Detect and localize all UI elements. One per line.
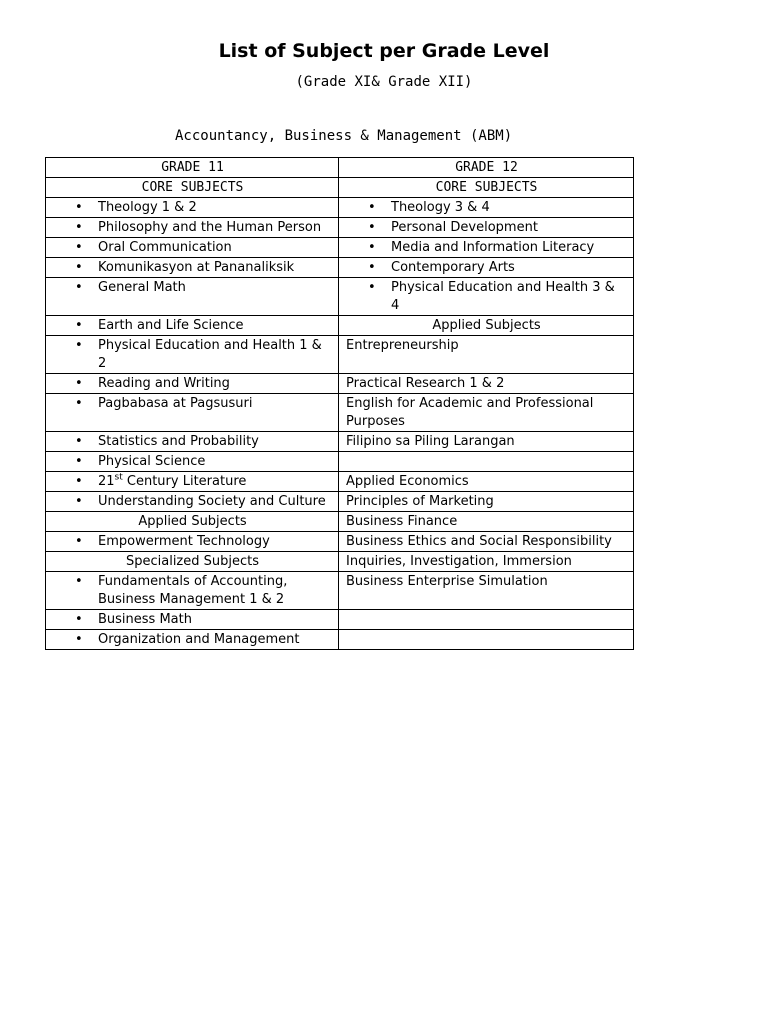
subject-item: [98, 473, 332, 491]
table-cell: [46, 336, 339, 374]
table-row: [46, 630, 634, 650]
table-cell: [46, 316, 339, 336]
subject-item: Oral Communication: [98, 240, 232, 255]
subject-item: Inquiries, Investigation, Immersion: [339, 552, 634, 572]
grade11-specialized-header: Specialized Subjects: [46, 552, 339, 572]
bullet-icon: •: [75, 220, 83, 235]
bullet-icon: •: [75, 260, 83, 275]
subject-item: Understanding Society and Culture: [98, 494, 326, 509]
subject-item: Practical Research 1 & 2: [339, 374, 634, 394]
subject-item: Komunikasyon at Pananaliksik: [98, 260, 295, 275]
grade12-core-header: CORE SUBJECTS: [339, 178, 634, 198]
subject-item: Personal Development: [391, 220, 538, 235]
table-cell: [46, 572, 339, 610]
subject-item: Filipino sa Piling Larangan: [339, 432, 634, 452]
table-cell: [46, 472, 339, 492]
subject-item: Business Finance: [339, 512, 634, 532]
page-title: List of Subject per Grade Level: [218, 40, 550, 62]
ordinal-suffix: st: [114, 472, 123, 483]
subject-item: Statistics and Probability: [98, 434, 259, 449]
table-cell: [339, 278, 634, 316]
bullet-icon: •: [368, 200, 376, 215]
grade12-applied-header: Applied Subjects: [339, 316, 634, 336]
table-cell: [46, 278, 339, 316]
table-cell: [46, 238, 339, 258]
subjects-table: [45, 157, 634, 650]
table-row: [46, 394, 634, 432]
table-row: [46, 258, 634, 278]
table-row: [46, 336, 634, 374]
grade12-header: GRADE 12: [339, 158, 634, 178]
table-cell: [339, 238, 634, 258]
table-row: [46, 316, 634, 336]
table-cell: [46, 394, 339, 432]
subject-item: Media and Information Literacy: [391, 240, 595, 255]
subject-item: English for Academic and Professional Purposes: [339, 394, 634, 432]
bullet-icon: •: [75, 534, 83, 549]
table-cell: [46, 452, 339, 472]
subject-item: Earth and Life Science: [98, 318, 244, 333]
bullet-icon: •: [75, 396, 83, 411]
subject-item: Pagbabasa at Pagsusuri: [98, 396, 253, 411]
bullet-icon: •: [75, 474, 83, 489]
table-cell: [46, 492, 339, 512]
bullet-icon: •: [75, 376, 83, 391]
subject-item: Principles of Marketing: [339, 492, 634, 512]
table-row: [46, 374, 634, 394]
table-row: [46, 198, 634, 218]
subject-item: Physical Education and Health 1 & 2: [98, 338, 322, 371]
table-row: [46, 278, 634, 316]
table-row: [46, 532, 634, 552]
table-row: [46, 512, 634, 532]
table-cell: [46, 432, 339, 452]
subject-item: Applied Economics: [339, 472, 634, 492]
table-cell: [46, 630, 339, 650]
table-row: [46, 238, 634, 258]
table-cell: [46, 218, 339, 238]
bullet-icon: •: [75, 240, 83, 255]
subject-item: Reading and Writing: [98, 376, 230, 391]
bullet-icon: •: [75, 434, 83, 449]
empty-cell: [339, 610, 634, 630]
table-row: [46, 472, 634, 492]
subject-item: Theology 1 & 2: [98, 200, 197, 215]
table-cell: [46, 374, 339, 394]
table-cell: [339, 218, 634, 238]
bullet-icon: •: [75, 454, 83, 469]
subject-item: Physical Science: [98, 454, 206, 469]
subject-item: Physical Education and Health 3 & 4: [391, 280, 615, 313]
strand-title: Accountancy, Business & Management (ABM): [175, 128, 513, 144]
bullet-icon: •: [75, 632, 83, 647]
empty-cell: [339, 452, 634, 472]
century-number: 21: [98, 474, 115, 489]
bullet-icon: •: [75, 612, 83, 627]
table-row: [46, 158, 634, 178]
table-cell: [339, 258, 634, 278]
bullet-icon: •: [368, 260, 376, 275]
bullet-icon: •: [75, 200, 83, 215]
grade11-header: GRADE 11: [46, 158, 339, 178]
bullet-icon: •: [75, 318, 83, 333]
table-cell: [339, 198, 634, 218]
table-cell: [46, 198, 339, 218]
page-subtitle: (Grade XI& Grade XII): [295, 74, 473, 90]
bullet-icon: •: [75, 494, 83, 509]
empty-cell: [339, 630, 634, 650]
bullet-icon: •: [368, 240, 376, 255]
table-row: [46, 552, 634, 572]
table-row: [46, 218, 634, 238]
subject-item: Business Math: [98, 612, 192, 627]
table-row: [46, 452, 634, 472]
table-cell: [46, 610, 339, 630]
subject-item: Business Enterprise Simulation: [339, 572, 634, 610]
table-row: [46, 572, 634, 610]
table-row: [46, 610, 634, 630]
subject-item: Empowerment Technology: [98, 534, 270, 549]
table-row: [46, 432, 634, 452]
subject-item: Philosophy and the Human Person: [98, 220, 322, 235]
subject-item: Fundamentals of Accounting, Business Management 1 & 2: [98, 574, 288, 607]
subject-item: Entrepreneurship: [339, 336, 634, 374]
table-cell: [46, 258, 339, 278]
bullet-icon: •: [368, 220, 376, 235]
century-literature-text: Century Literature: [122, 474, 247, 489]
subject-item: Organization and Management: [98, 632, 300, 647]
subject-item: Theology 3 & 4: [391, 200, 490, 215]
bullet-icon: •: [75, 280, 83, 295]
grade11-core-header: CORE SUBJECTS: [46, 178, 339, 198]
table-row: [46, 178, 634, 198]
bullet-icon: •: [75, 574, 83, 589]
grade11-applied-header: Applied Subjects: [46, 512, 339, 532]
subject-item: Business Ethics and Social Responsibility: [339, 532, 634, 552]
table-row: [46, 492, 634, 512]
bullet-icon: •: [368, 280, 376, 295]
subject-item: General Math: [98, 280, 186, 295]
subject-item: Contemporary Arts: [391, 260, 515, 275]
bullet-icon: •: [75, 338, 83, 353]
table-cell: [46, 532, 339, 552]
